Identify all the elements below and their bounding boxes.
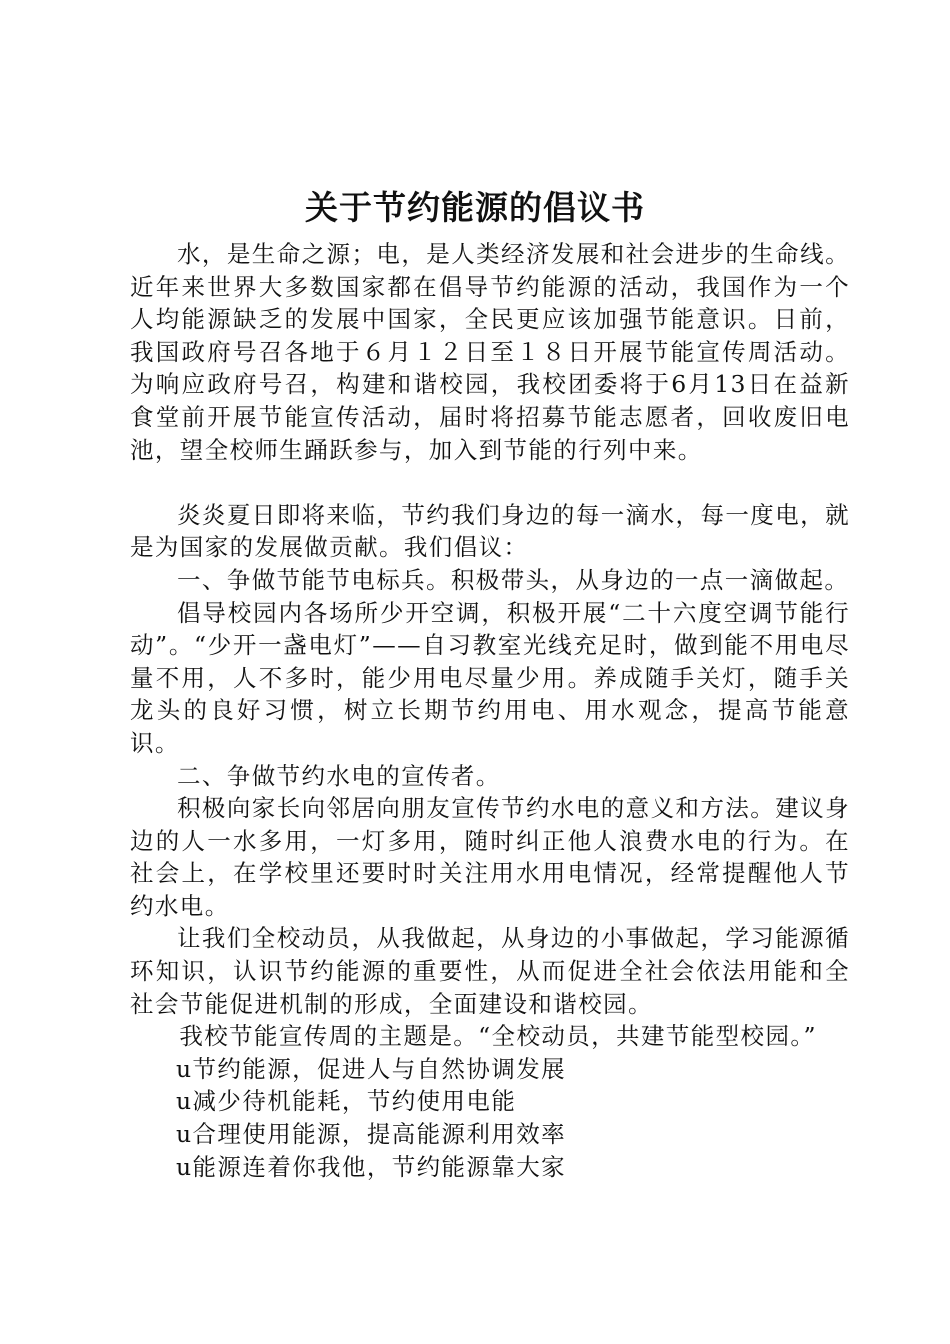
document-body (130, 238, 850, 1183)
slogan-item: u减少待机能耗，节约使用电能 (176, 1087, 517, 1116)
document-title: 关于节约能源的倡议书 (305, 188, 645, 227)
paragraph-intro: 水，是生命之源；电，是人类经济发展和社会进步的生命线。近年来世界大多数国家都在倡导节约能源的活动，我国作为一个人均能源缺乏的发展中国家，全民更应该加强节能意识。日前，我国政府号召各地于６月１２日至１８日开展节能宣传周活动。为响应政府号召，构建和谐校园，我校团委将于6月13日在益新食堂前开展节能宣传活动，届时将招募节能志愿者，回收废旧电池，望全校师生踊跃参与，加入到节能的行列中来。 (130, 240, 850, 464)
paragraph-summer: 炎炎夏日即将来临，节约我们身边的每一滴水，每一度电，就是为国家的发展做贡献。我们倡议： (130, 500, 850, 562)
paragraph-theme: 我校节能宣传周的主题是。“全校动员，共建节能型校园。” (179, 1022, 817, 1051)
slogan-item: u合理使用能源，提高能源利用效率 (176, 1120, 567, 1149)
slogan-item: u节约能源，促进人与自然协调发展 (176, 1054, 567, 1083)
paragraph-call-to-action: 让我们全校动员，从我做起，从身边的小事做起，学习能源循环知识，认识节约能源的重要性，从而促进全社会依法用能和全社会节能促进机制的形成，全面建设和谐校园。 (130, 924, 850, 1018)
paragraph-point-one-detail: 倡导校园内各场所少开空调，积极开展“二十六度空调节能行动”。“少开一盏电灯”——自习教室光线充足时，做到能不用电尽量不用，人不多时，能少用电尽量少用。养成随手关灯，随手关龙头的良好习惯，树立长期节约用电、用水观念，提高节能意识。 (130, 598, 850, 757)
paragraph-point-two-detail: 积极向家长向邻居向朋友宣传节约水电的意义和方法。建议身边的人一水多用，一灯多用，随时纠正他人浪费水电的行为。在社会上，在学校里还要时时关注用水用电情况，经常提醒他人节约水电。 (130, 794, 850, 920)
slogan-item: u能源连着你我他，节约能源靠大家 (176, 1152, 567, 1181)
paragraph-point-one: 一、争做节能节电标兵。积极带头，从身边的一点一滴做起。 (177, 565, 850, 594)
paragraph-point-two: 二、争做节约水电的宣传者。 (177, 761, 501, 790)
